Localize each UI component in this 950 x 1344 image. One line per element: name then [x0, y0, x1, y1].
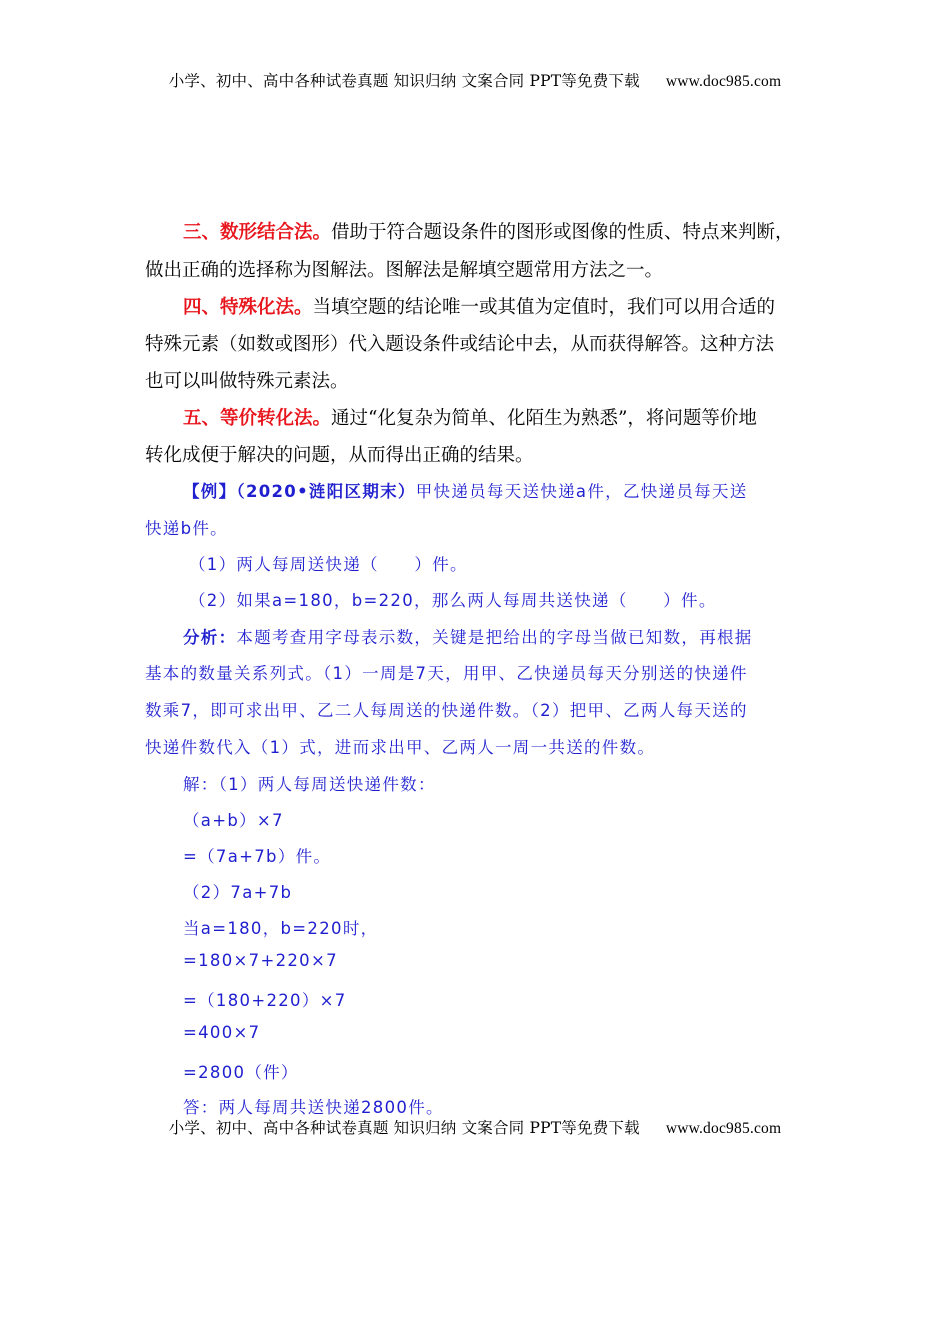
footer-text: 小学、初中、高中各种试卷真题 知识归纳 文案合同 PPT等免费下载 [168, 1119, 640, 1137]
sec5-title: 五、等价转化法。 [183, 408, 332, 429]
sec4-line3: 也可以叫做特殊元素法。 [145, 371, 349, 392]
header-text: 小学、初中、高中各种试卷真题 知识归纳 文案合同 PPT等免费下载 [168, 72, 640, 90]
solution-line3: =（7a+7b）件。 [183, 847, 332, 866]
sec4-title: 四、特殊化法。 [183, 297, 313, 318]
solution-line6: =180×7+220×7 [183, 951, 338, 970]
solution-line7: =（180+220）×7 [183, 991, 347, 1010]
header-url[interactable]: www.doc985.com [665, 73, 782, 90]
solution-answer: 答：两人每周共送快递2800件。 [183, 1098, 444, 1117]
sec3-line2: 做出正确的选择称为图解法。图解法是解填空题常用方法之一。 [145, 260, 664, 281]
example-line2: 快递b件。 [145, 519, 228, 538]
page-header [0, 69, 950, 91]
analysis-line4: 快递件数代入（1）式，进而求出甲、乙两人一周一共送的件数。 [145, 738, 656, 757]
example-q2: （2）如果a=180，b=220，那么两人每周共送快递（ ）件。 [189, 591, 717, 610]
sec3-line1: 三、数形结合法。借助于符合题设条件的图形或图像的性质、特点来判断， [183, 222, 794, 243]
solution-line1: 解：（1）两人每周送快递件数： [183, 775, 436, 794]
sec5-line1: 五、等价转化法。通过“化复杂为简单、化陌生为熟悉”，将问题等价地 [183, 408, 757, 429]
example-q1: （1）两人每周送快递（ ）件。 [189, 555, 468, 574]
sec3-title: 三、数形结合法。 [183, 222, 332, 243]
solution-line4: （2）7a+7b [183, 883, 293, 902]
solution-line2: （a+b）×7 [183, 811, 284, 830]
solution-line9: =2800（件） [183, 1063, 299, 1082]
sec5-line2: 转化成便于解决的问题，从而得出正确的结果。 [145, 445, 534, 466]
analysis-line3: 数乘7，即可求出甲、乙二人每周送的快递件数。（2）把甲、乙两人每天送的 [145, 701, 748, 720]
example-label: 【例】（2020•涟阳区期末） [183, 482, 416, 501]
analysis-line1: 分析：本题考查用字母表示数，关键是把给出的字母当做已知数，再根据 [183, 628, 753, 647]
sec4-line1: 四、特殊化法。当填空题的结论唯一或其值为定值时，我们可以用合适的 [183, 297, 776, 318]
analysis-line2: 基本的数量关系列式。（1）一周是7天，用甲、乙快递员每天分别送的快递件 [145, 664, 748, 683]
footer-url[interactable]: www.doc985.com [665, 1120, 782, 1137]
page-footer [0, 1116, 950, 1138]
solution-line5: 当a=180，b=220时， [183, 919, 379, 938]
analysis-label: 分析： [183, 628, 237, 647]
example-line1: 【例】（2020•涟阳区期末）甲快递员每天送快递a件，乙快递员每天送 [183, 482, 748, 501]
sec4-line2: 特殊元素（如数或图形）代入题设条件或结论中去，从而获得解答。这种方法 [145, 334, 775, 355]
solution-line8: =400×7 [183, 1023, 261, 1042]
